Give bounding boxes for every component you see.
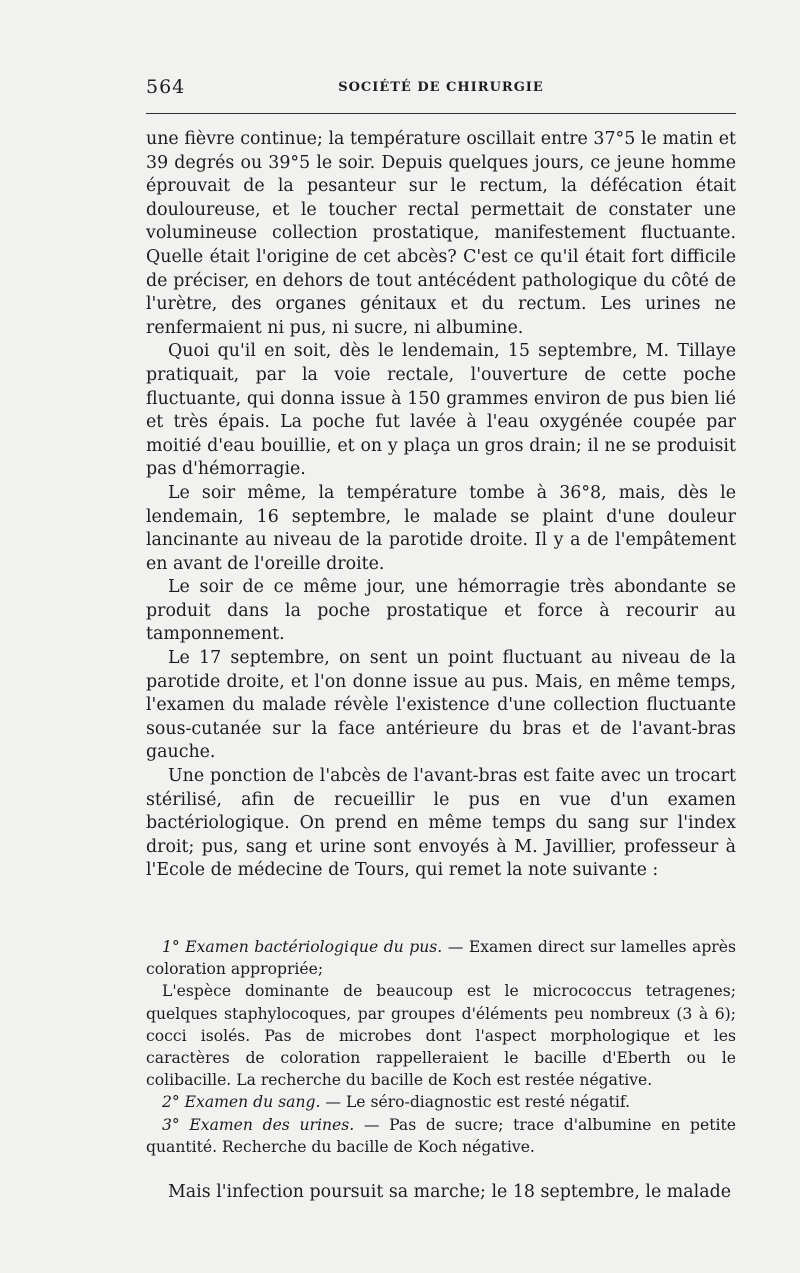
lab-report bbox=[146, 936, 736, 1158]
report-item-heading: 3° Examen des urines. bbox=[162, 1115, 355, 1134]
report-item-blood bbox=[146, 1091, 736, 1113]
report-item-bacteriology bbox=[146, 936, 736, 980]
report-item-heading: 1° Examen bactériologique du pus. bbox=[162, 938, 443, 956]
paragraph: Le 17 septembre, on sent un point fluctuant au niveau de la parotide droite, et l'on donne issue au pus. Mais, en même temps, l'examen du malade révèle l'existence d'une collection fluctuante sous-cutanée sur la face antérieure du bras et de l'avant-bras gauche. bbox=[146, 648, 736, 763]
paragraph: Une ponction de l'abcès de l'avant-bras est faite avec un trocart stérilisé, afin de recueillir le pus en vue d'un examen bactériologique. On prend en même temps du sang sur l'index droit; pus, sang et urine sont envoyés à M. Javillier, professeur à l'Ecole de médecine de Tours, qui remet la note suivante : bbox=[146, 766, 736, 881]
report-item-detail: L'espèce dominante de beaucoup est le micrococcus tetragenes; quelques staphylocoques, par groupes d'éléments peu nombreux (3 à 6); cocci isolés. Pas de microbes dont l'aspect morphologique et les caractères de coloration rappelleraient le bacille d'Eberth ou le colibacille. La recherche du bacille de Koch est restée négative. bbox=[146, 982, 736, 1090]
header-rule bbox=[146, 113, 736, 114]
report-item-text: — Le séro-diagnostic est resté négatif. bbox=[320, 1093, 631, 1112]
paragraph: Le soir de ce même jour, une hémorragie très abondante se produit dans la poche prostatique et force à recourir au tamponnement. bbox=[146, 577, 736, 645]
closing-line: Mais l'infection poursuit sa marche; le 18 septembre, le malade bbox=[168, 1182, 731, 1202]
report-item-heading: 2° Examen du sang. bbox=[162, 1093, 321, 1112]
body-text bbox=[146, 128, 736, 883]
paragraph: Quoi qu'il en soit, dès le lendemain, 15 septembre, M. Tillaye pratiquait, par la voie rectale, l'ouverture de cette poche fluctuante, qui donna issue à 150 grammes environ de pus bien lié et très épais. La poche fut lavée à l'eau oxygénée coupée par moitié d'eau bouillie, et on y plaça un gros drain; il ne se produisit pas d'hémorragie. bbox=[146, 341, 736, 480]
paragraph: Le soir même, la température tombe à 36°8, mais, dès le lendemain, 16 septembre, le malade se plaint d'une douleur lancinante au niveau de la parotide droite. Il y a de l'empâtement en avant de l'oreille droite. bbox=[146, 482, 736, 574]
running-title: SOCIÉTÉ DE CHIRURGIE bbox=[338, 80, 544, 95]
page-header bbox=[146, 76, 736, 102]
report-item-text: — Examen direct sur lamelles après coloration appropriée; bbox=[146, 938, 736, 979]
report-item-urine bbox=[146, 1114, 736, 1158]
paragraph: une fièvre continue; la température oscillait entre 37°5 le matin et 39 degrés ou 39°5 le soir. Depuis quelques jours, ce jeune homme éprouvait de la pesanteur sur le rectum, la défécation était douloureuse, et le toucher rectal permettait de constater une volumineuse collection prostatique, manifestement fluctuante. Quelle était l'origine de cet abcès? C'est ce qu'il était fort difficile de préciser, en dehors de tout antécédent pathologique du côté de l'urètre, des organes génitaux et du rectum. Les urines ne renfermaient ni pus, ni sucre, ni albumine. bbox=[146, 129, 736, 338]
report-item-text: — Pas de sucre; trace d'albumine en petite quantité. Recherche du bacille de Koch négative. bbox=[146, 1115, 736, 1156]
page-number: 564 bbox=[146, 76, 186, 98]
